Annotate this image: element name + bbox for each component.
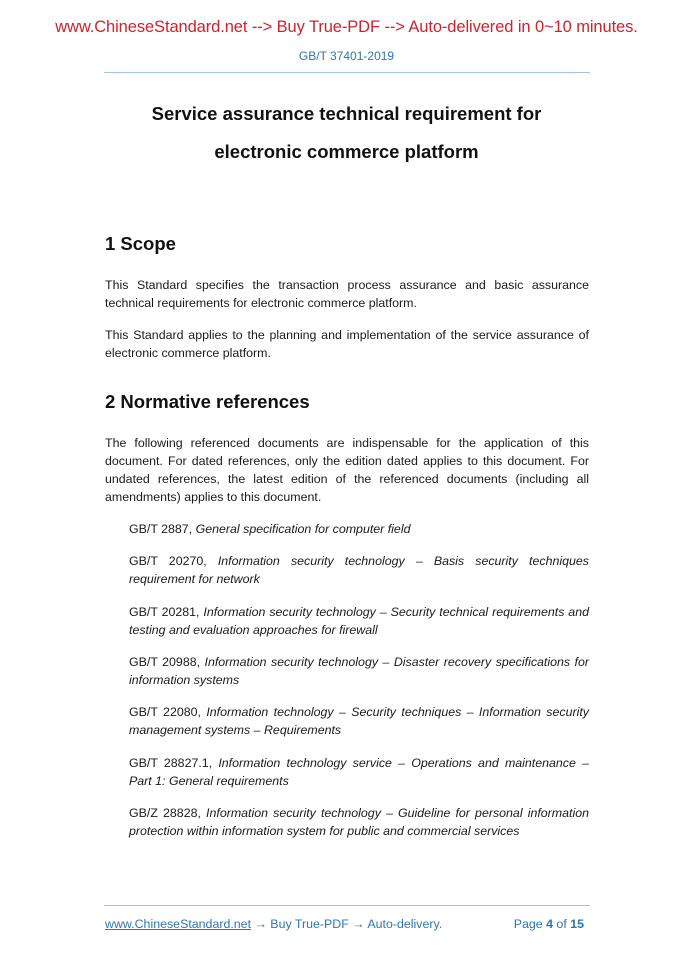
promo-banner[interactable]: www.ChineseStandard.net --> Buy True-PDF --> Auto-delivered in 0~10 minutes. <box>55 18 638 36</box>
reference-item <box>129 603 589 639</box>
reference-code: GB/Z 28828, <box>129 806 207 820</box>
footer-site-link[interactable]: www.ChineseStandard.net <box>105 917 252 931</box>
reference-item <box>129 520 589 538</box>
page-indicator <box>514 917 584 931</box>
page-current: 4 <box>546 917 553 931</box>
footer-tagline: → Buy True-PDF → Auto-delivery. <box>251 917 443 931</box>
document-title-line-1: Service assurance technical requirement for <box>151 103 542 124</box>
reference-item <box>129 703 589 739</box>
section-heading-normative-references: 2 Normative references <box>105 391 310 412</box>
reference-title: Information security technology – Guideline for personal information protection within information system for public and commercial services <box>129 806 589 838</box>
reference-title: Information technology service – Operations and maintenance – Part 1: General requirements <box>129 756 589 788</box>
reference-code: GB/T 28827.1, <box>129 756 219 770</box>
reference-title: Information security technology – Disaster recovery specifications for information systems <box>129 655 590 687</box>
page-of-label: of <box>552 917 571 931</box>
reference-item <box>129 552 589 588</box>
reference-code: GB/T 22080, <box>129 705 207 719</box>
section-heading-scope: 1 Scope <box>105 233 176 254</box>
reference-code: GB/T 2887, <box>129 522 196 536</box>
document-number: GB/T 37401-2019 <box>298 49 395 63</box>
reference-code: GB/T 20988, <box>129 655 205 669</box>
document-title-line-2: electronic commerce platform <box>214 141 479 162</box>
reference-title: General specification for computer field <box>195 522 411 536</box>
scope-paragraph-1: This Standard specifies the transaction process assurance and basic assurance technical requirements for electronic commerce platform. <box>105 278 589 310</box>
footer-divider <box>104 905 590 906</box>
scope-paragraph-2: This Standard applies to the planning and implementation of the service assurance of electronic commerce platform. <box>105 328 589 360</box>
header-divider <box>104 72 590 73</box>
reference-item <box>129 754 589 790</box>
reference-title: Information technology – Security techniques – Information security management systems – Requirements <box>129 705 589 737</box>
footer-promo <box>105 917 442 931</box>
reference-item <box>129 653 589 689</box>
page-total: 15 <box>570 917 584 931</box>
normative-intro-paragraph: The following referenced documents are indispensable for the application of this document. For dated references, only the edition dated applies to this document. For undated references, the latest edition of the referenced documents (including all amendments) applies to this document. <box>105 436 589 504</box>
reference-code: GB/T 20270, <box>129 554 218 568</box>
page-label: Page <box>513 917 547 931</box>
reference-title: Information security technology – Basis security techniques requirement for network <box>129 554 589 586</box>
reference-code: GB/T 20281, <box>129 605 204 619</box>
reference-item <box>129 804 589 840</box>
reference-title: Information security technology – Security technical requirements and testing and evaluation approaches for firewall <box>129 605 589 637</box>
